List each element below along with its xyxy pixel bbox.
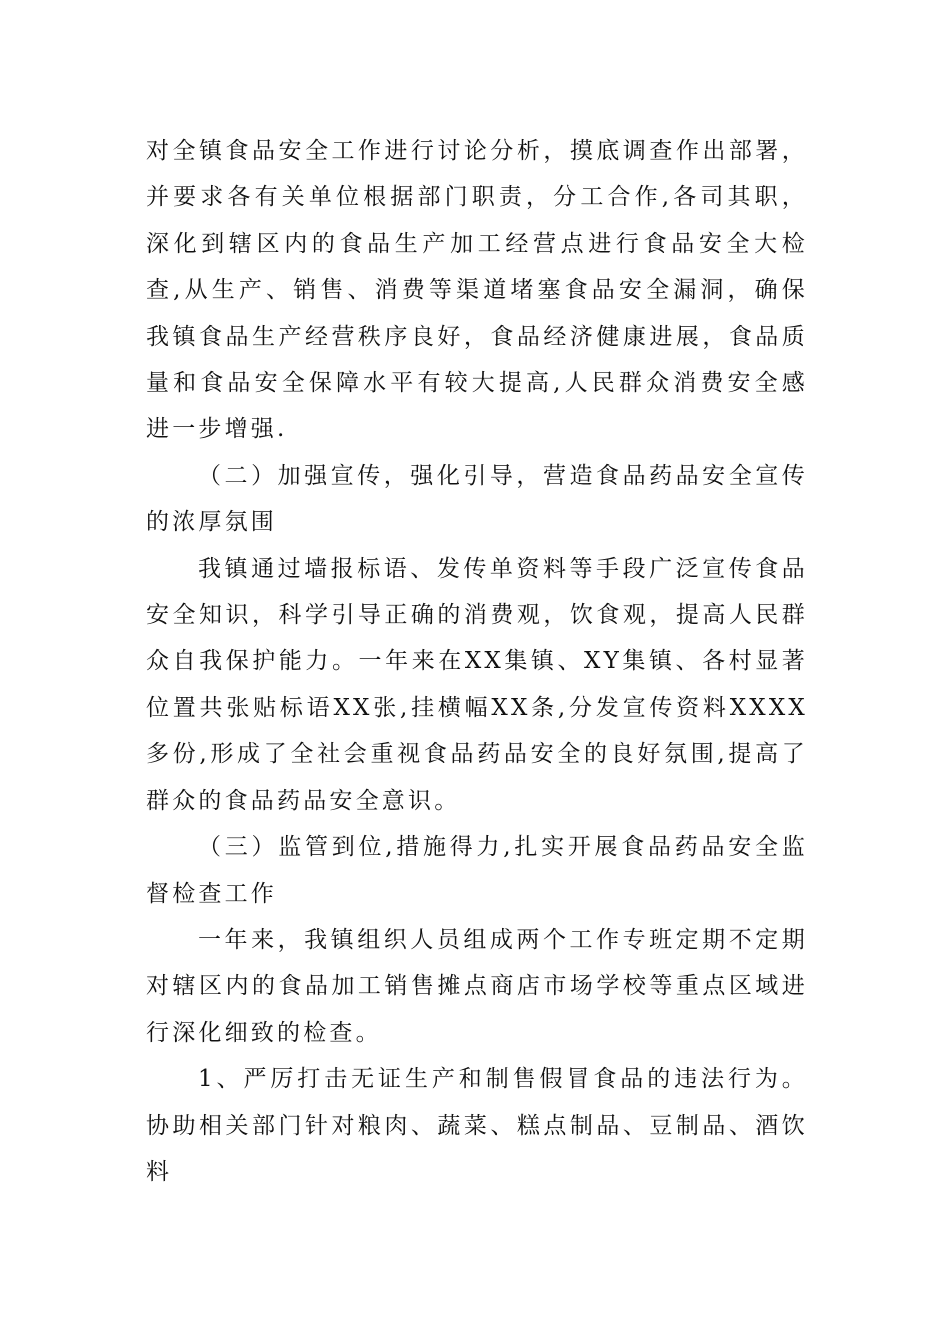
body-paragraph-1: 对全镇食品安全工作进行讨论分析，摸底调查作出部署，并要求各有关单位根据部门职责，分工合作,各司其职，深化到辖区内的食品生产加工经营点进行食品安全大检查,从生产、销售、消费等渠道堵塞食品安全漏洞，确保我镇食品生产经营秩序良好，食品经济健康进展，食品质量和食品安全保障水平有较大提高,人民群众消费安全感进一步增强. [146,138,808,443]
section-heading-3: （三）监管到位,措施得力,扎实开展食品药品安全监督检查工作 [146,834,808,907]
document-page [146,128,808,1195]
body-paragraph-2: 我镇通过墙报标语、发传单资料等手段广泛宣传食品安全知识，科学引导正确的消费观，饮食观，提高人民群众自我保护能力。一年来在XX集镇、XY集镇、各村显著位置共张贴标语XX张,挂横幅XX条,分发宣传资料XXXX多份,形成了全社会重视食品药品安全的良好氛围,提高了群众的食品药品安全意识。 [146,555,808,814]
section-heading-2: （二）加强宣传，强化引导，营造食品药品安全宣传的浓厚氛围 [146,462,808,536]
body-paragraph-3: 一年来，我镇组织人员组成两个工作专班定期不定期对辖区内的食品加工销售摊点商店市场学校等重点区域进行深化细致的检查。 [146,926,808,1046]
body-paragraph-4: 1、严厉打击无证生产和制售假冒食品的违法行为。协助相关部门针对粮肉、蔬菜、糕点制品、豆制品、酒饮料 [146,1066,808,1185]
